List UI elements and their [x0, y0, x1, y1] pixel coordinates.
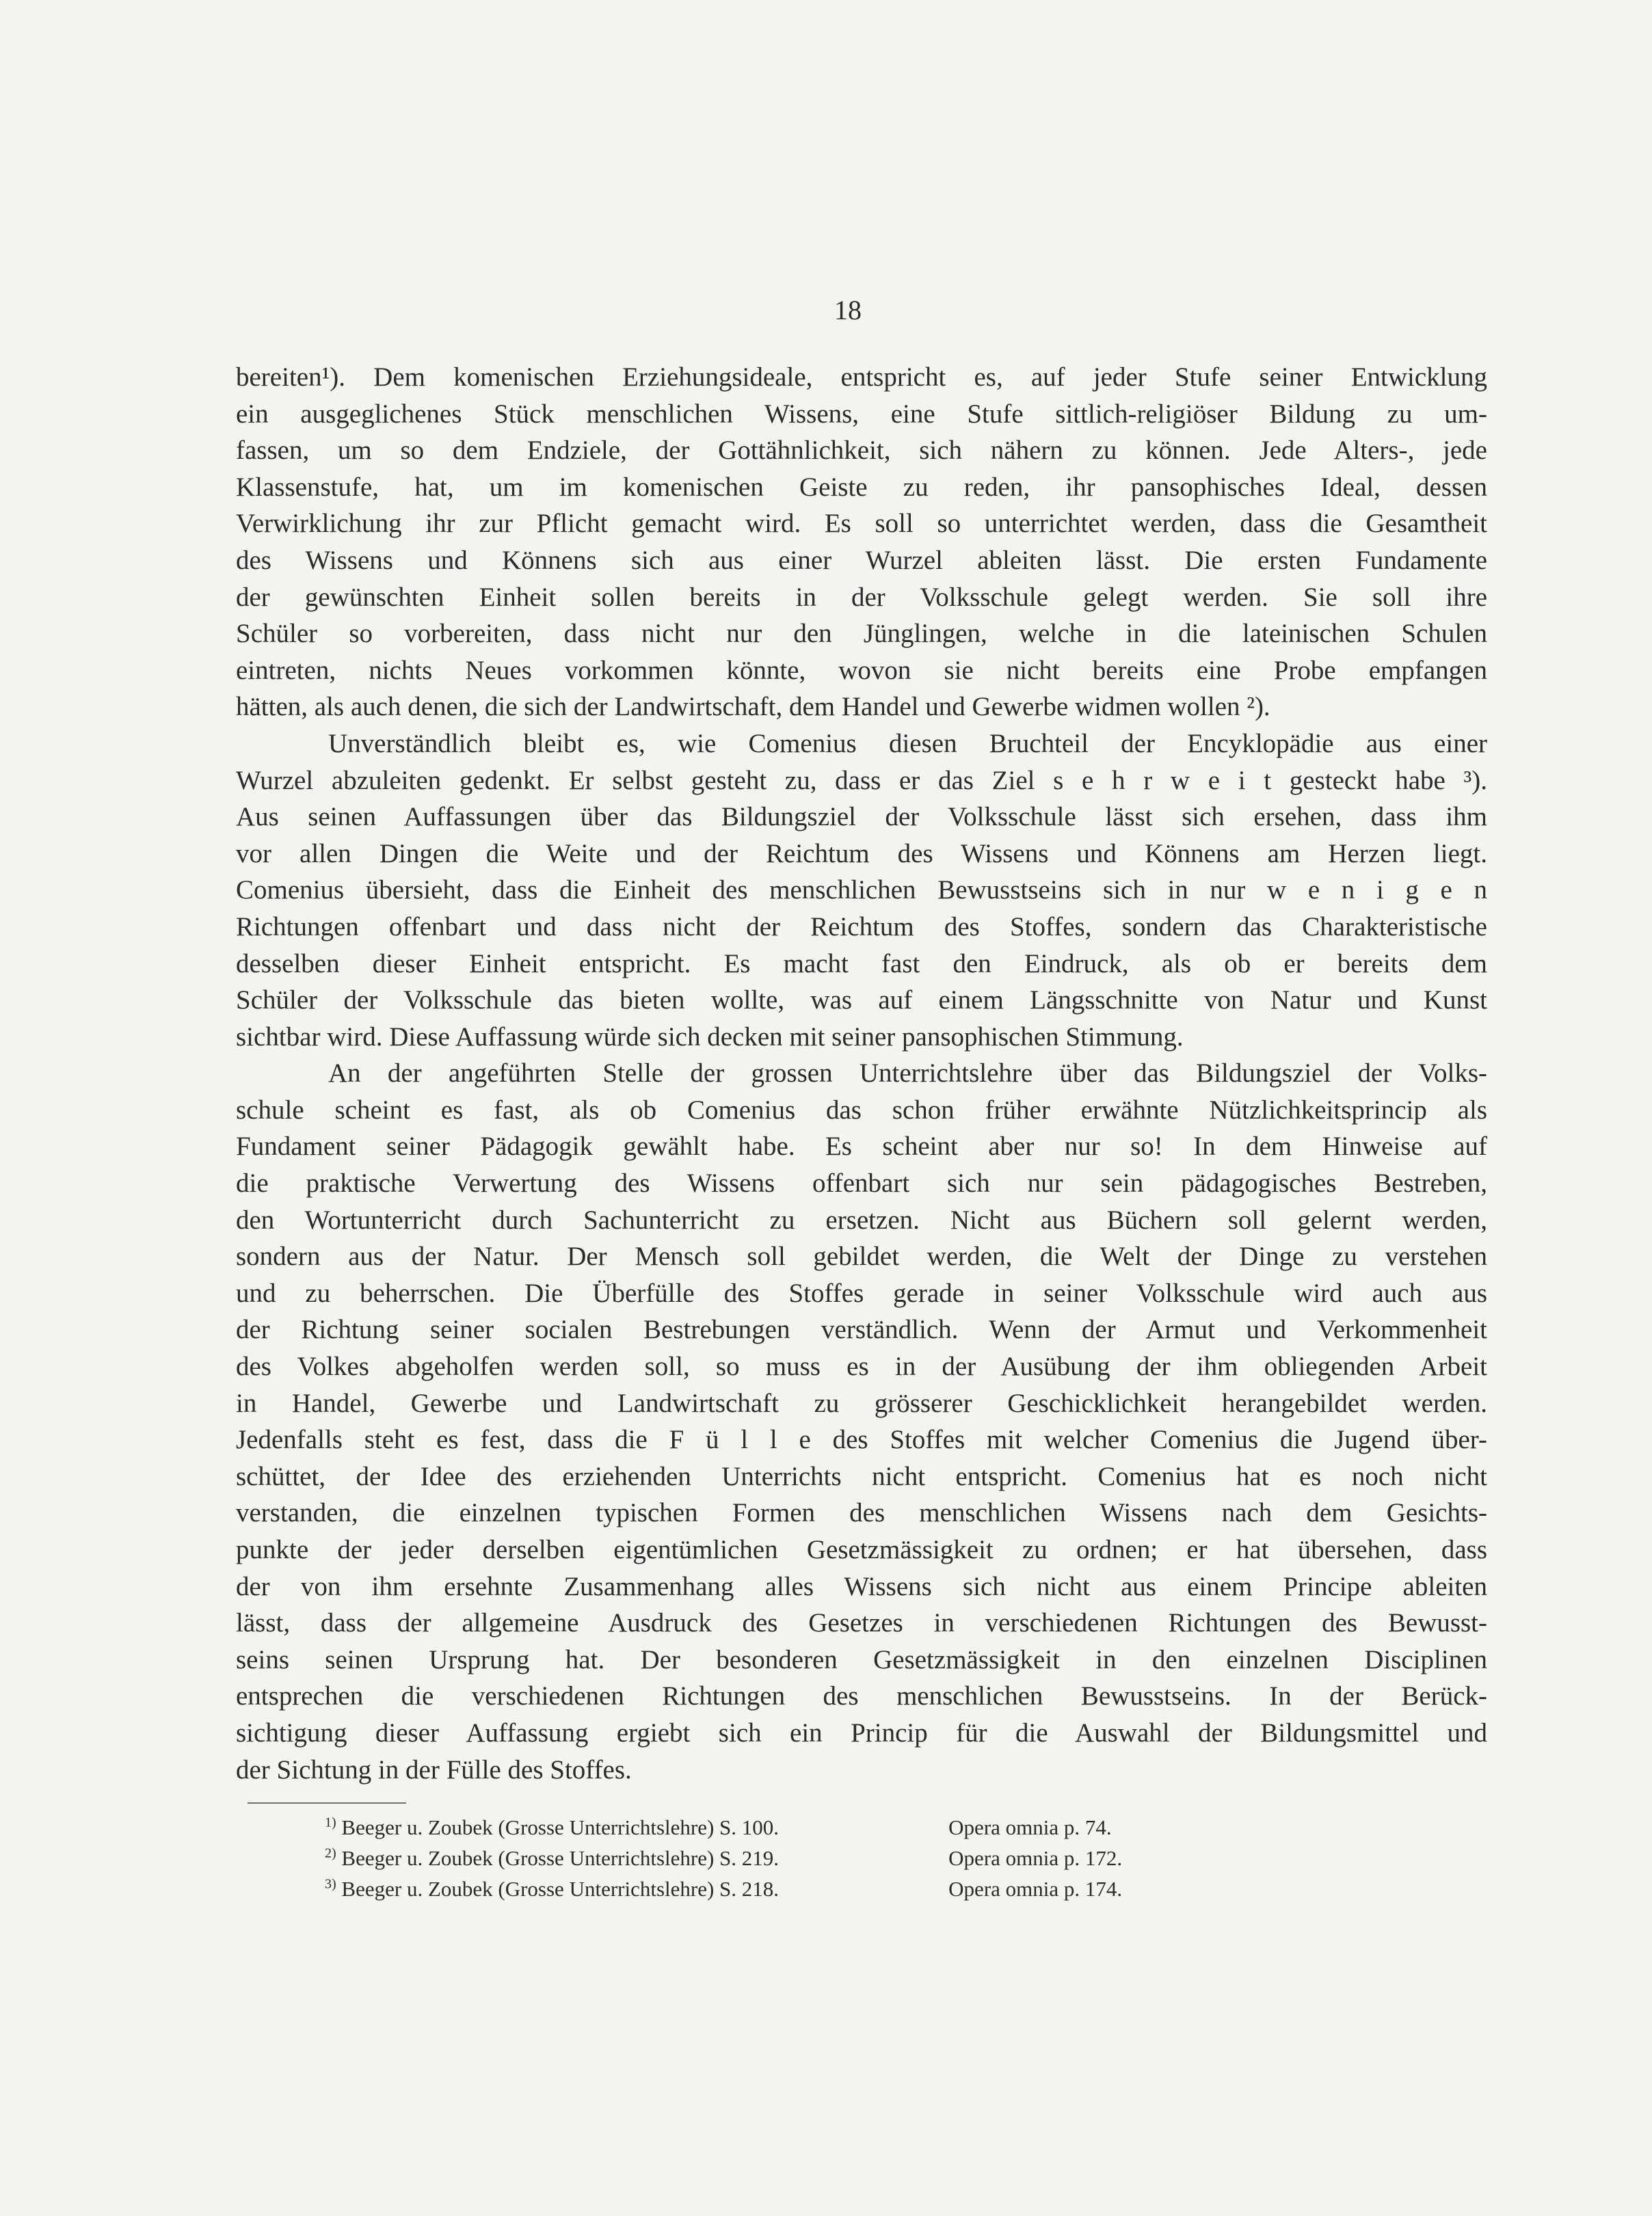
text-line: Fundament seiner Pädagogik gewählt habe. Es scheint aber nur so! In dem Hinweise auf: [236, 1132, 1487, 1162]
text-line: hätten, als auch denen, die sich der Landwirtschaft, dem Handel und Gewerbe widmen wollen ²).: [236, 692, 1270, 722]
footnote-marker: 2): [325, 1845, 336, 1861]
body-text: [236, 359, 1487, 1788]
page-number: 18: [834, 295, 862, 325]
text-line: Wurzel abzuleiten gedenkt. Er selbst gesteht zu, dass er das Ziel s e h r w e i t gesteckt habe ³).: [236, 765, 1487, 795]
footnote-source: Beeger u. Zoubek (Grosse Unterrichtslehre) S. 100.: [341, 1815, 780, 1839]
text-line: punkte der jeder derselben eigentümlichen Gesetzmässigkeit zu ordnen; er hat übersehen, dass: [236, 1535, 1487, 1564]
text-line: des Volkes abgeholfen werden soll, so muss es in der Ausübung der ihm obliegenden Arbeit: [236, 1352, 1487, 1382]
text-line: seins seinen Ursprung hat. Der besonderen Gesetzmässigkeit in den einzelnen Disciplinen: [236, 1644, 1487, 1674]
text-line: eintreten, nichts Neues vorkommen könnte, wovon sie nicht bereits eine Probe empfangen: [236, 655, 1487, 685]
text-line: Jedenfalls steht es fest, dass die F ü l l e des Stoffes mit welcher Comenius die Jugend über-: [236, 1425, 1487, 1455]
footnote: [325, 1873, 1122, 1904]
text-line: Unverständlich bleibt es, wie Comenius diesen Bruchteil der Encyklopädie aus einer: [328, 728, 1487, 758]
text-line: des Wissens und Könnens sich aus einer Wurzel ableiten lässt. Die ersten Fundamente: [236, 545, 1487, 575]
text-line: fassen, um so dem Endziele, der Gottähnlichkeit, sich nähern zu können. Jede Alters-, jede: [236, 436, 1487, 466]
text-line: schule scheint es fast, als ob Comenius das schon früher erwähnte Nützlichkeitsprincip als: [236, 1095, 1487, 1125]
text-line: der Richtung seiner socialen Bestrebungen verständlich. Wenn der Armut und Verkommenheit: [236, 1315, 1487, 1345]
text-line: An der angeführten Stelle der grossen Unterrichtslehre über das Bildungsziel der Volks-: [328, 1058, 1487, 1089]
footnote-opera: Opera omnia p. 174.: [948, 1877, 1123, 1901]
footnote: [325, 1843, 1122, 1873]
text-line: lässt, dass der allgemeine Ausdruck des Gesetzes in verschiedenen Richtungen des Bewusst-: [236, 1608, 1487, 1638]
footnote-divider: [248, 1802, 406, 1804]
text-line: in Handel, Gewerbe und Landwirtschaft zu grösserer Geschicklichkeit herangebildet werden.: [236, 1388, 1487, 1418]
text-line: bereiten¹). Dem komenischen Erziehungsideale, entspricht es, auf jeder Stufe seiner Entwicklung: [236, 362, 1487, 392]
text-line: Richtungen offenbart und dass nicht der Reichtum des Stoffes, sondern das Charakteristische: [236, 911, 1487, 942]
text-line: der von ihm ersehnte Zusammenhang alles Wissens sich nicht aus einem Principe ableiten: [236, 1571, 1487, 1601]
footnote-marker: 1): [325, 1815, 336, 1830]
text-line: Verwirklichung ihr zur Pflicht gemacht wird. Es soll so unterrichtet werden, dass die Gesamtheit: [236, 509, 1487, 539]
text-line: den Wortunterricht durch Sachunterricht zu ersetzen. Nicht aus Büchern soll gelernt werden,: [236, 1205, 1487, 1235]
footnote-opera: Opera omnia p. 74.: [948, 1815, 1112, 1839]
text-line: Comenius übersieht, dass die Einheit des menschlichen Bewusstseins sich in nur w e n i g e n: [236, 875, 1487, 905]
text-line: Klassenstufe, hat, um im komenischen Geiste zu reden, ihr pansophisches Ideal, dessen: [236, 472, 1487, 502]
text-line: Aus seinen Auffassungen über das Bildungsziel der Volksschule lässt sich ersehen, dass ihm: [236, 802, 1487, 832]
footnote: [325, 1812, 1122, 1843]
footnote-source: Beeger u. Zoubek (Grosse Unterrichtslehre) S. 219.: [341, 1846, 780, 1870]
text-line: Schüler der Volksschule das bieten wollte, was auf einem Längsschnitte von Natur und Kunst: [236, 985, 1487, 1015]
text-line: der Sichtung in der Fülle des Stoffes.: [236, 1754, 632, 1785]
text-line: und zu beherrschen. Die Überfülle des Stoffes gerade in seiner Volksschule wird auch aus: [236, 1278, 1487, 1308]
footnotes: [325, 1812, 1122, 1904]
text-line: schüttet, der Idee des erziehenden Unterrichts nicht entspricht. Comenius hat es noch nicht: [236, 1461, 1487, 1491]
footnote-opera: Opera omnia p. 172.: [948, 1846, 1123, 1870]
text-line: verstanden, die einzelnen typischen Formen des menschlichen Wissens nach dem Gesichts-: [236, 1498, 1487, 1528]
footnote-marker: 3): [325, 1876, 336, 1892]
text-line: sichtigung dieser Auffassung ergiebt sich ein Princip für die Auswahl der Bildungsmittel und: [236, 1718, 1487, 1748]
text-line: Schüler so vorbereiten, dass nicht nur den Jünglingen, welche in die lateinischen Schulen: [236, 619, 1487, 649]
footnote-source: Beeger u. Zoubek (Grosse Unterrichtslehre) S. 218.: [341, 1877, 780, 1901]
text-line: der gewünschten Einheit sollen bereits in der Volksschule gelegt werden. Sie soll ihre: [236, 582, 1487, 612]
text-line: vor allen Dingen die Weite und der Reichtum des Wissens und Könnens am Herzen liegt.: [236, 838, 1487, 868]
text-line: desselben dieser Einheit entspricht. Es macht fast den Eindruck, als ob er bereits dem: [236, 948, 1487, 978]
text-line: sondern aus der Natur. Der Mensch soll gebildet werden, die Welt der Dinge zu verstehen: [236, 1242, 1487, 1272]
text-line: sichtbar wird. Diese Auffassung würde sich decken mit seiner pansophischen Stimmung.: [236, 1022, 1184, 1052]
text-line: die praktische Verwertung des Wissens offenbart sich nur sein pädagogisches Bestreben,: [236, 1169, 1487, 1199]
text-line: ein ausgeglichenes Stück menschlichen Wissens, eine Stufe sittlich-religiöser Bildung zu um-: [236, 399, 1487, 429]
text-line: entsprechen die verschiedenen Richtungen des menschlichen Bewusstseins. In der Berück-: [236, 1681, 1487, 1711]
